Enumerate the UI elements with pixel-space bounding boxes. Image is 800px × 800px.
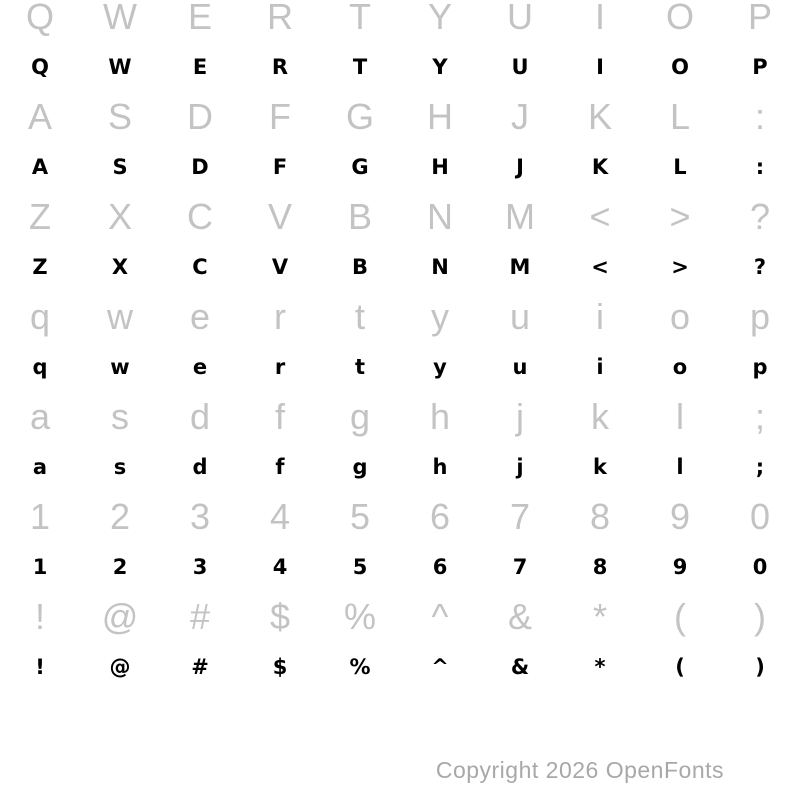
glyph: 6: [429, 496, 451, 537]
glyph: K: [587, 96, 612, 137]
glyph: 1: [29, 496, 51, 537]
glyph: e: [192, 355, 208, 379]
glyph: ^: [431, 596, 449, 637]
glyph: O: [665, 0, 694, 37]
glyph: p: [749, 296, 771, 337]
glyph: j: [516, 455, 524, 479]
glyph: V: [267, 196, 292, 237]
glyph: 3: [192, 555, 208, 579]
glyph: u: [509, 296, 531, 337]
glyph: 5: [349, 496, 371, 537]
glyph: #: [189, 596, 211, 637]
glyph: ): [755, 655, 765, 679]
glyph: @: [101, 596, 139, 637]
glyph: J: [511, 96, 529, 137]
reference-lowercase-top-row: [0, 292, 800, 342]
glyph: $: [272, 655, 288, 679]
reference-uppercase-home-row: [0, 92, 800, 142]
specimen-uppercase-top-row: [0, 42, 800, 92]
glyph: N: [427, 196, 453, 237]
glyph: o: [672, 355, 688, 379]
glyph: 2: [112, 555, 128, 579]
glyph: I: [594, 0, 605, 37]
glyph: H: [431, 155, 449, 179]
glyph: !: [34, 596, 45, 637]
glyph: C: [187, 196, 213, 237]
glyph: B: [347, 196, 372, 237]
glyph: *: [592, 596, 607, 637]
glyph: 4: [269, 496, 291, 537]
glyph: >: [669, 196, 691, 237]
glyph: X: [107, 196, 132, 237]
glyph: 0: [752, 555, 768, 579]
glyph: I: [596, 55, 604, 79]
glyph: D: [187, 96, 213, 137]
glyph: ;: [755, 455, 765, 479]
glyph: D: [191, 155, 209, 179]
glyph: W: [108, 55, 132, 79]
reference-uppercase-bottom-row: [0, 192, 800, 242]
glyph: p: [752, 355, 768, 379]
specimen-uppercase-home-row: [0, 142, 800, 192]
glyph: X: [111, 255, 129, 279]
glyph: d: [192, 455, 208, 479]
copyright-watermark: Copyright 2026 OpenFonts: [435, 757, 724, 783]
glyph: s: [113, 455, 127, 479]
glyph: Y: [432, 55, 448, 79]
glyph: g: [352, 455, 368, 479]
glyph: 2: [109, 496, 131, 537]
glyph: Z: [29, 196, 51, 237]
glyph: W: [103, 0, 137, 37]
glyph: l: [676, 396, 684, 437]
glyph: w: [107, 296, 133, 337]
glyph: (: [674, 596, 686, 637]
glyph: <: [591, 255, 609, 279]
glyph: A: [27, 96, 52, 137]
glyph: M: [505, 196, 535, 237]
glyph: Z: [32, 255, 48, 279]
glyph: Y: [427, 0, 452, 37]
glyph: 1: [32, 555, 48, 579]
glyph: k: [591, 396, 609, 437]
glyph: y: [433, 355, 447, 379]
glyph: F: [272, 155, 288, 179]
reference-lowercase-home-row: [0, 392, 800, 442]
glyph: e: [189, 296, 211, 337]
glyph: *: [594, 655, 606, 679]
glyph: G: [351, 155, 369, 179]
glyph: i: [596, 355, 604, 379]
glyph: <: [589, 196, 611, 237]
glyph: a: [29, 396, 51, 437]
glyph: U: [511, 55, 529, 79]
glyph: g: [349, 396, 371, 437]
glyph: 8: [592, 555, 608, 579]
glyph: f: [274, 396, 285, 437]
glyph: j: [516, 396, 524, 437]
glyph: K: [591, 155, 609, 179]
reference-symbols-row: [0, 592, 800, 642]
glyph: L: [673, 155, 687, 179]
glyph: !: [35, 655, 45, 679]
glyph: Q: [31, 55, 49, 79]
specimen-uppercase-bottom-row: [0, 242, 800, 292]
glyph: F: [269, 96, 291, 137]
glyph: U: [507, 0, 533, 37]
glyph: d: [189, 396, 211, 437]
glyph: @: [109, 655, 131, 679]
glyph: k: [593, 455, 607, 479]
glyph: P: [752, 55, 768, 79]
glyph: t: [354, 296, 365, 337]
glyph: >: [671, 255, 689, 279]
glyph: V: [271, 255, 289, 279]
glyph: 7: [509, 496, 531, 537]
glyph: R: [267, 0, 293, 37]
glyph: S: [107, 96, 132, 137]
glyph: 4: [272, 555, 288, 579]
glyph: t: [354, 355, 366, 379]
glyph: 7: [512, 555, 528, 579]
glyph: &: [510, 655, 530, 679]
glyph: ?: [753, 255, 767, 279]
glyph: :: [755, 155, 765, 179]
glyph: f: [275, 455, 285, 479]
glyph: C: [192, 255, 208, 279]
glyph: u: [512, 355, 528, 379]
glyph: A: [31, 155, 49, 179]
glyph: T: [349, 0, 371, 37]
glyph: :: [754, 96, 765, 137]
glyph: (: [675, 655, 685, 679]
glyph: P: [747, 0, 772, 37]
glyph: R: [271, 55, 289, 79]
glyph: O: [671, 55, 689, 79]
specimen-digits-row: [0, 542, 800, 592]
specimen-lowercase-top-row: [0, 342, 800, 392]
glyph: 8: [589, 496, 611, 537]
glyph: r: [274, 355, 286, 379]
glyph: $: [269, 596, 291, 637]
glyph: l: [676, 455, 684, 479]
glyph: H: [427, 96, 453, 137]
specimen-lowercase-home-row: [0, 442, 800, 492]
reference-digits-row: [0, 492, 800, 542]
glyph: 6: [432, 555, 448, 579]
glyph: ^: [431, 655, 449, 679]
glyph: T: [352, 55, 368, 79]
glyph: w: [110, 355, 130, 379]
glyph: i: [596, 296, 604, 337]
glyph: ): [754, 596, 766, 637]
glyph: q: [32, 355, 48, 379]
glyph: Q: [25, 0, 54, 37]
glyph: 9: [672, 555, 688, 579]
glyph: ;: [754, 396, 765, 437]
glyph: y: [431, 296, 449, 337]
glyph: 9: [669, 496, 691, 537]
glyph: h: [429, 396, 451, 437]
glyph: q: [29, 296, 51, 337]
glyph: %: [343, 596, 376, 637]
glyph: E: [192, 55, 208, 79]
glyph: B: [351, 255, 368, 279]
glyph: E: [187, 0, 212, 37]
glyph: L: [669, 96, 691, 137]
specimen-symbols-row: [0, 642, 800, 692]
glyph: M: [509, 255, 531, 279]
glyph: r: [274, 296, 286, 337]
glyph: h: [432, 455, 448, 479]
glyph: ?: [749, 196, 771, 237]
glyph: J: [516, 155, 524, 179]
glyph: S: [112, 155, 128, 179]
glyph: G: [345, 96, 374, 137]
glyph: N: [431, 255, 449, 279]
glyph: %: [349, 655, 371, 679]
glyph: &: [507, 596, 532, 637]
reference-uppercase-top-row: [0, 0, 800, 42]
glyph: a: [32, 455, 48, 479]
glyph: 0: [749, 496, 771, 537]
glyph: o: [669, 296, 691, 337]
glyph: 5: [352, 555, 368, 579]
glyph: s: [111, 396, 129, 437]
glyph: #: [191, 655, 209, 679]
glyph: 3: [189, 496, 211, 537]
